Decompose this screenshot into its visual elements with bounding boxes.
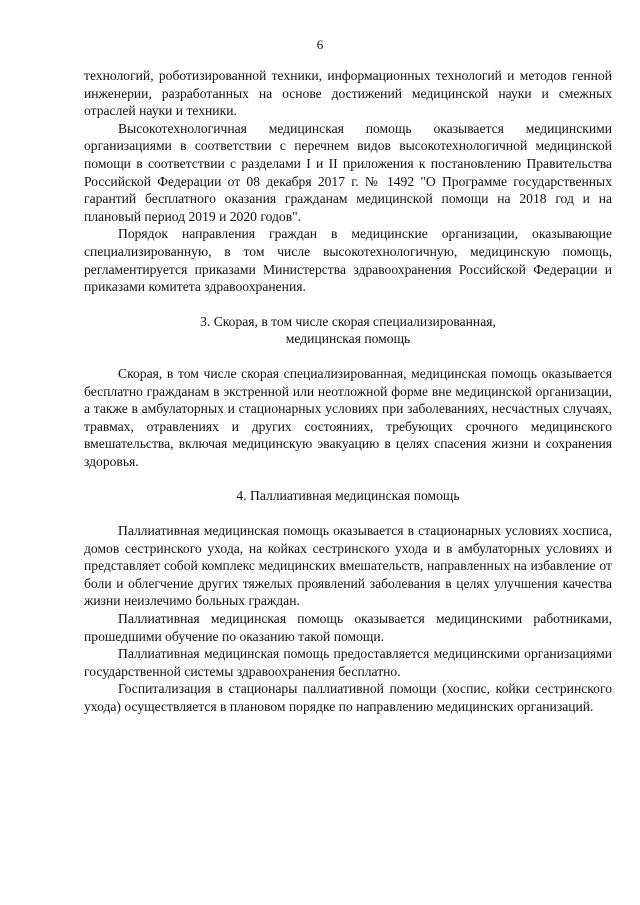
paragraph-emergency-care: Скорая, в том числе скорая специализированная, медицинская помощь оказывается бесплатно гражданам в экстренной или неотложной форме вне медицинской организации, а также в амбулаторных и стационарных условиях при заболеваниях, несчастных случаях, травмах, отравлениях и других состояниях, требующих срочного медицинского вмешательства, включая медицинскую эвакуацию в целях спасения жизни и сохранения здоровья. xyxy=(84,365,612,469)
paragraph-referral-order: Порядок направления граждан в медицинские организации, оказывающие специализированную, в том числе высокотехнологичную, медицинскую помощь, регламентируется приказами Министерства здравоохранения Российской Федерации и приказами комитета здравоохранения. xyxy=(84,226,612,295)
paragraph-palliative-free: Паллиативная медицинская помощь предоставляется медицинскими организациями государственной системы здравоохранения бесплатно. xyxy=(84,646,612,679)
section-heading-3-line-2: медицинская помощь xyxy=(285,331,411,347)
paragraph-continuation: технологий, роботизированной техники, информационных технологий и методов генной инженерии, разработанных на основе достижений медицинской науки и смежных отраслей науки и техники. xyxy=(84,68,612,119)
page-content xyxy=(84,67,612,716)
section-heading-4: 4. Паллиативная медицинская помощь xyxy=(236,488,460,504)
section-heading-3-line-1: 3. Скорая, в том числе скорая специализированная, xyxy=(200,313,496,329)
paragraph-hospitalization: Госпитализация в стационары паллиативной помощи (хоспис, койки сестринского ухода) осуществляется в плановом порядке по направлению медицинских организаций. xyxy=(84,681,612,714)
section-heading-3 xyxy=(84,313,612,348)
page-number: 6 xyxy=(316,37,324,52)
paragraph-palliative-care: Паллиативная медицинская помощь оказывается в стационарных условиях хосписа, домов сестринского ухода, на койках сестринского ухода и в амбулаторных условиях и представляет собой комплекс медицинских вмешательств, направленных на избавление от боли и облегчение других тяжелых проявлений заболевания в целях улучшения качества жизни неизлечимо больных граждан. xyxy=(84,523,612,609)
paragraph-palliative-staff: Паллиативная медицинская помощь оказывается медицинскими работниками, прошедшими обучение по оказанию такой помощи. xyxy=(84,611,612,644)
paragraph-high-tech-care: Высокотехнологичная медицинская помощь оказывается медицинскими организациями в соответствии с перечнем видов высокотехнологичной медицинской помощи в соответствии с разделами I и II приложения к постановлению Правительства Российской Федерации от 08 декабря 2017 г. № 1492 "О Программе государственных гарантий бесплатного оказания гражданам медицинской помощи на 2018 год и на плановый период 2019 и 2020 годов". xyxy=(84,120,612,224)
